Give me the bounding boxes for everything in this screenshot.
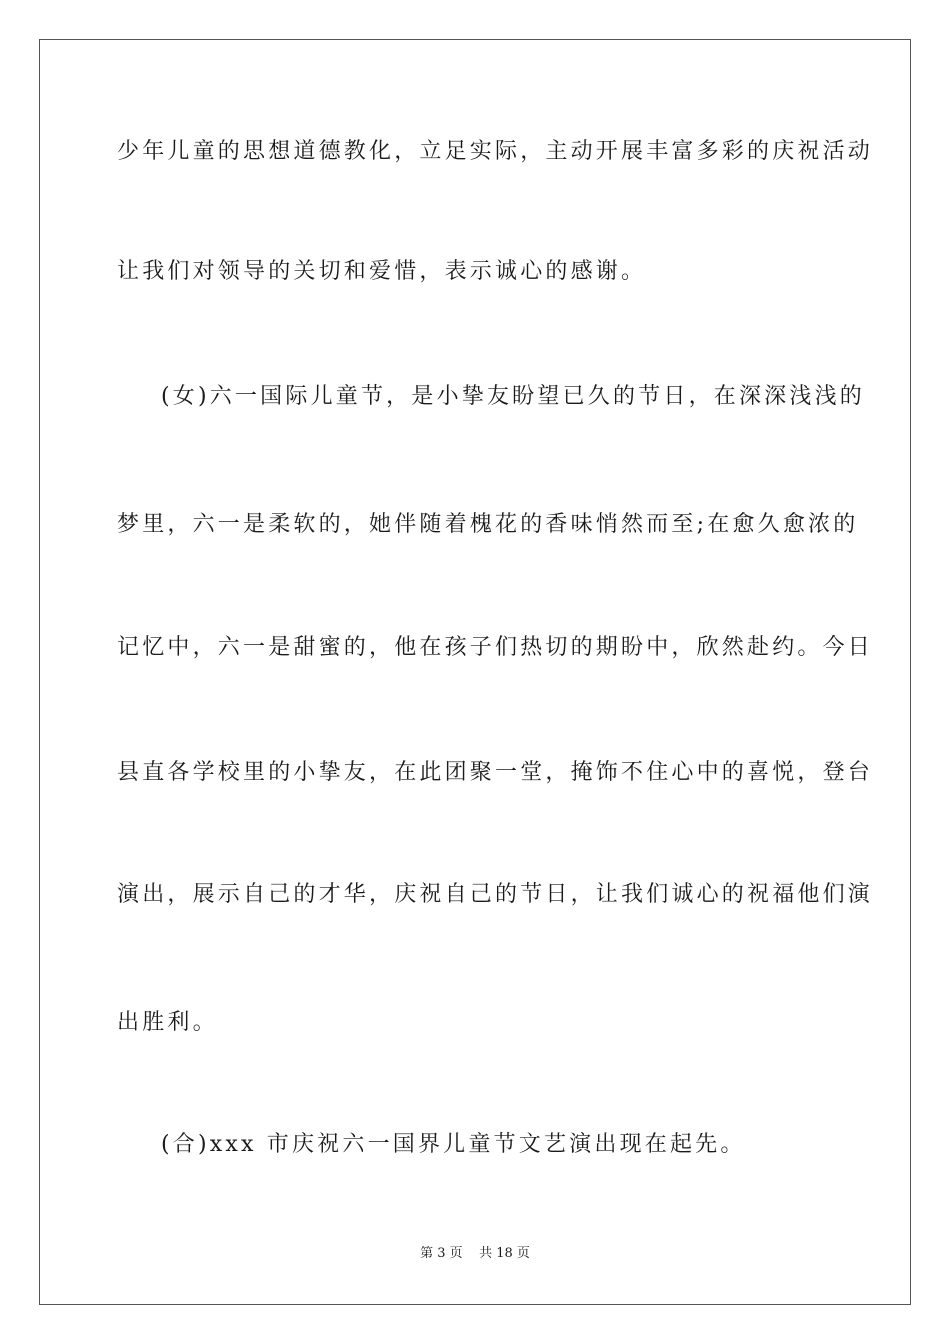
body-line-7: 演出，展示自己的才华，庆祝自己的节日，让我们诚心的祝福他们演 (117, 882, 874, 907)
body-line-6: 县直各学校里的小挚友，在此团聚一堂，掩饰不住心中的喜悦，登台 (117, 760, 874, 785)
body-line-8: 出胜利。 (117, 1010, 218, 1035)
body-line-1: 少年儿童的思想道德教化，立足实际，主动开展丰富多彩的庆祝活动 (117, 139, 874, 164)
page-border (39, 39, 911, 1305)
body-line-5: 记忆中，六一是甜蜜的，他在孩子们热切的期盼中，欣然赴约。今日 (117, 635, 874, 660)
body-line-4: 梦里，六一是柔软的，她伴随着槐花的香味悄然而至;在愈久愈浓的 (117, 512, 859, 537)
page-number-footer: 第 3 页 共 18 页 (420, 1246, 530, 1261)
body-line-3: (女)六一国际儿童节，是小挚友盼望已久的节日，在深深浅浅的 (161, 384, 865, 409)
body-line-2: 让我们对领导的关切和爱惜，表示诚心的感谢。 (117, 259, 647, 284)
body-line-9: (合)xxx 市庆祝六一国界儿童节文艺演出现在起先。 (161, 1132, 746, 1157)
